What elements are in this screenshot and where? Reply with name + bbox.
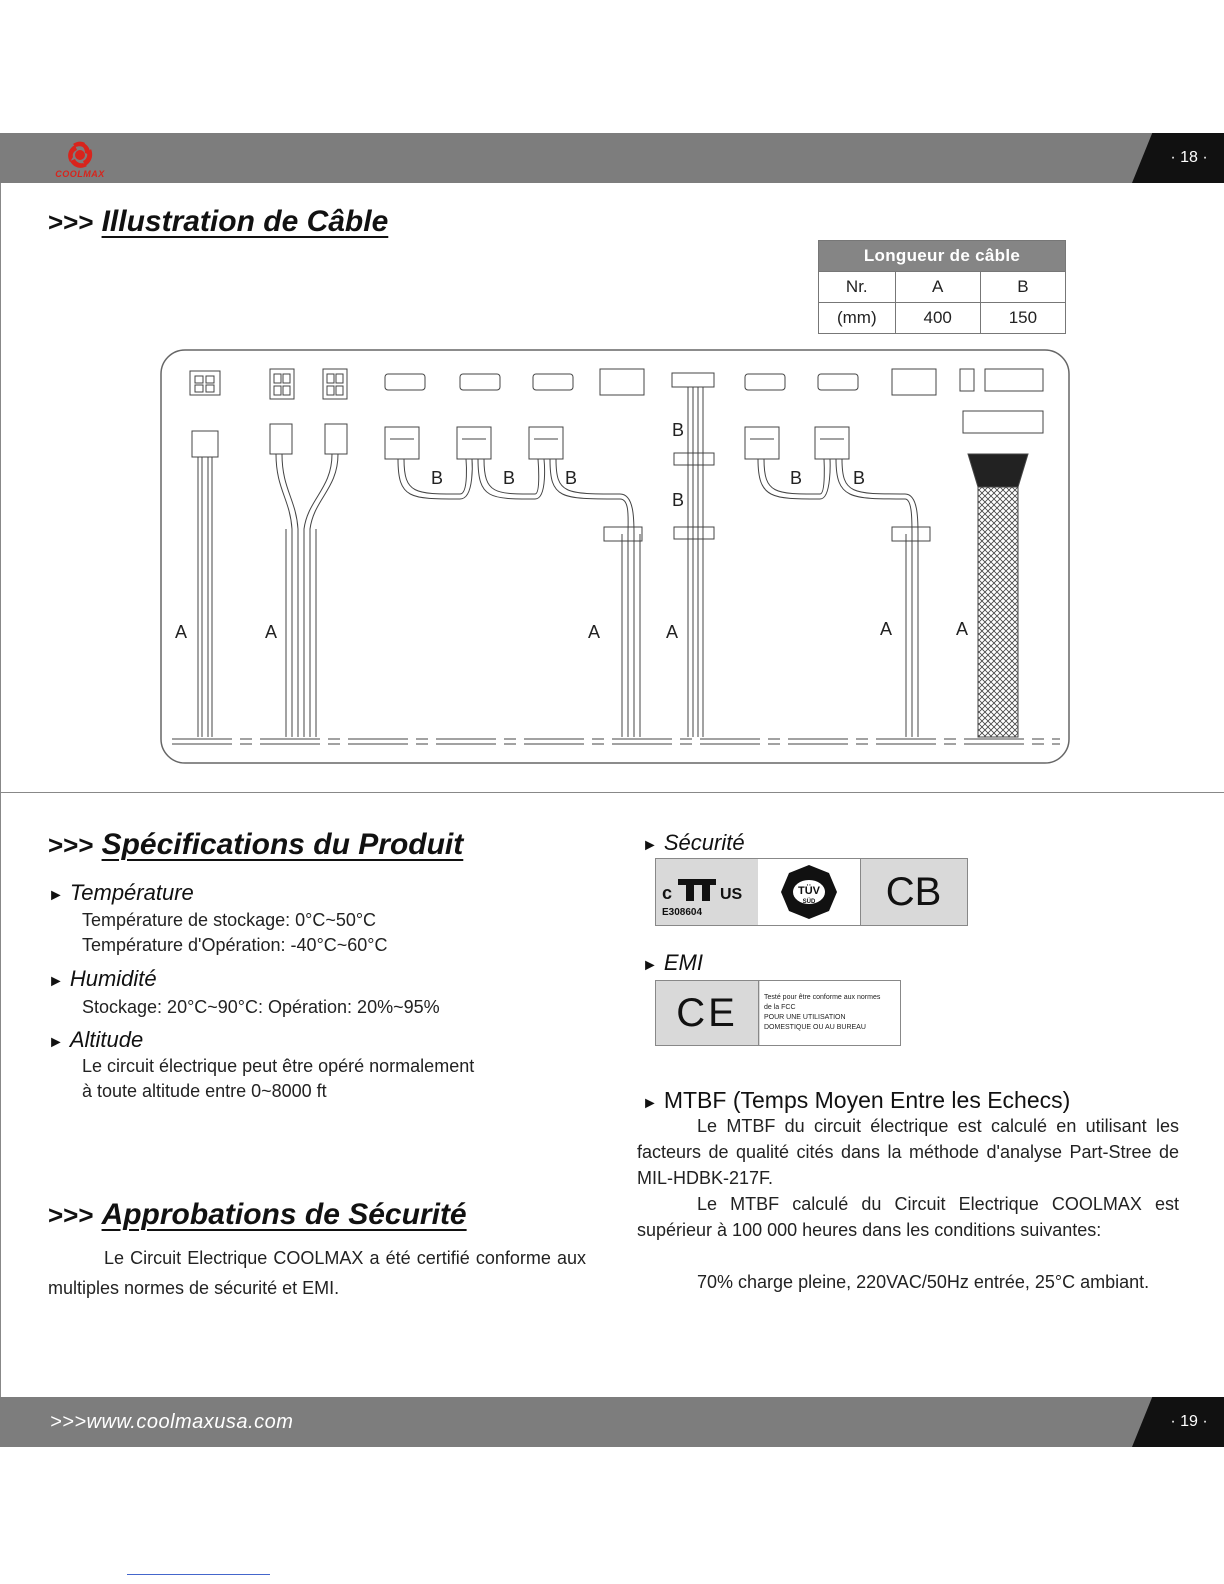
coolmax-logo (48, 141, 112, 179)
tuv-mark (758, 859, 861, 925)
page-number-bottom: · 19 · (1170, 1413, 1208, 1430)
table-header-cell: Nr. (819, 272, 896, 303)
floppy-connector-icon (600, 369, 644, 395)
altitude-line1: Le circuit électrique peut être opéré normalement (82, 1056, 475, 1076)
approvals-text: Le Circuit Electrique COOLMAX a été certifié conforme aux multiples normes de sécurité et EMI. (48, 1248, 586, 1298)
fcc-notice: Testé pour être conforme aux normes de la FCC POUR UNE UTILISATION DOMESTIQUE OU AU BUREAU (760, 981, 900, 1045)
altitude-heading: ► Altitude (48, 1027, 144, 1052)
label-a: A (666, 622, 679, 642)
ce-mark: CE (656, 981, 759, 1045)
triangle-bullet-icon: ► (642, 837, 658, 854)
molex-connector-icon (385, 374, 425, 390)
operating-temperature: Température d'Opération: -40°C~60°C (82, 935, 388, 955)
swirl-logo-icon (48, 141, 112, 171)
label-b: B (853, 468, 866, 488)
cable-length-table-title: Longueur de câble (819, 241, 1066, 272)
mtbf-paragraph-3: 70% charge pleine, 220VAC/50Hz entrée, 25°C ambiant. (697, 1272, 1150, 1292)
svg-text:TÜV: TÜV (798, 885, 820, 897)
page-left-rule (0, 183, 1, 1397)
atx-main-connector-icon (985, 369, 1043, 391)
molex-connector-icon (533, 374, 573, 390)
storage-temperature: Température de stockage: 0°C~50°C (82, 910, 377, 930)
triangle-bullet-icon: ► (48, 887, 64, 904)
label-b: B (431, 468, 444, 488)
page-number-top: · 18 · (1170, 149, 1208, 166)
molex-connector-icon (460, 374, 500, 390)
emi-certifications (655, 980, 901, 1046)
triangle-bullet-icon: ► (642, 957, 658, 974)
security-certifications (655, 858, 968, 926)
atx-main-connector-icon (960, 369, 974, 391)
footnote-rule (127, 1574, 270, 1575)
table-cell: 150 (980, 303, 1065, 334)
label-b: B (790, 468, 803, 488)
mtbf-paragraph-1: Le MTBF du circuit électrique est calculé en utilisant les facteurs de qualité cités dans la méthode d'analyse Part-Stree de MIL-HDBK-217F. (637, 1116, 1179, 1188)
website-link[interactable]: >>>www.coolmaxusa.com (50, 1411, 294, 1433)
approvals-title: >>> Approbations de Sécurité (48, 1198, 467, 1231)
cable-length-table (818, 240, 1066, 334)
label-a: A (880, 619, 893, 639)
label-b: B (565, 468, 578, 488)
humidity-heading: ► Humidité (48, 966, 157, 991)
logo-wordmark: COOLMAX (55, 169, 105, 179)
cable-illustration-title: >>> Illustration de Câble (48, 205, 389, 238)
svg-text:c: c (662, 883, 673, 903)
mtbf-paragraph-2: Le MTBF calculé du Circuit Electrique COOLMAX est supérieur à 100 000 heures dans les conditions suivantes: (637, 1194, 1179, 1240)
security-heading: ► Sécurité (642, 830, 745, 855)
triangle-bullet-icon: ► (48, 973, 64, 990)
header-bar (0, 133, 1224, 183)
table-cell: 400 (895, 303, 980, 334)
triangle-bullet-icon: ► (642, 1095, 658, 1112)
label-b: B (672, 490, 685, 510)
diagram-frame (161, 350, 1069, 763)
cable-diagram (160, 349, 1070, 764)
svg-text:SÜD: SÜD (802, 899, 816, 905)
table-header-cell: B (980, 272, 1065, 303)
emi-heading: ► EMI (642, 950, 703, 975)
cb-mark: CB (885, 870, 942, 914)
humidity-values: Stockage: 20°C~90°C: Opération: 20%~95% (82, 997, 440, 1017)
svg-text:US: US (720, 886, 743, 903)
label-a: A (175, 622, 188, 642)
ul-mark (656, 859, 759, 925)
svg-text:E308604: E308604 (662, 907, 703, 918)
triangle-bullet-icon: ► (48, 1034, 64, 1051)
footer-bar (0, 1397, 1224, 1447)
table-cell: (mm) (819, 303, 896, 334)
label-a: A (956, 619, 969, 639)
tuv-logo-icon (758, 859, 860, 925)
molex-connector-icon (745, 374, 785, 390)
altitude-line2: à toute altitude entre 0~8000 ft (82, 1081, 327, 1101)
temperature-heading: ► Température (48, 880, 194, 905)
molex-connector-icon (818, 374, 858, 390)
specs-title: >>> Spécifications du Produit (48, 828, 464, 861)
label-a: A (265, 622, 278, 642)
floppy-connector-icon (892, 369, 936, 395)
label-b: B (503, 468, 516, 488)
ul-logo-icon (656, 859, 758, 925)
table-header-cell: A (895, 272, 980, 303)
label-a: A (588, 622, 601, 642)
label-b: B (672, 420, 685, 440)
section-divider (0, 792, 1224, 793)
mtbf-heading: ► MTBF (Temps Moyen Entre les Echecs) (642, 1087, 1071, 1113)
